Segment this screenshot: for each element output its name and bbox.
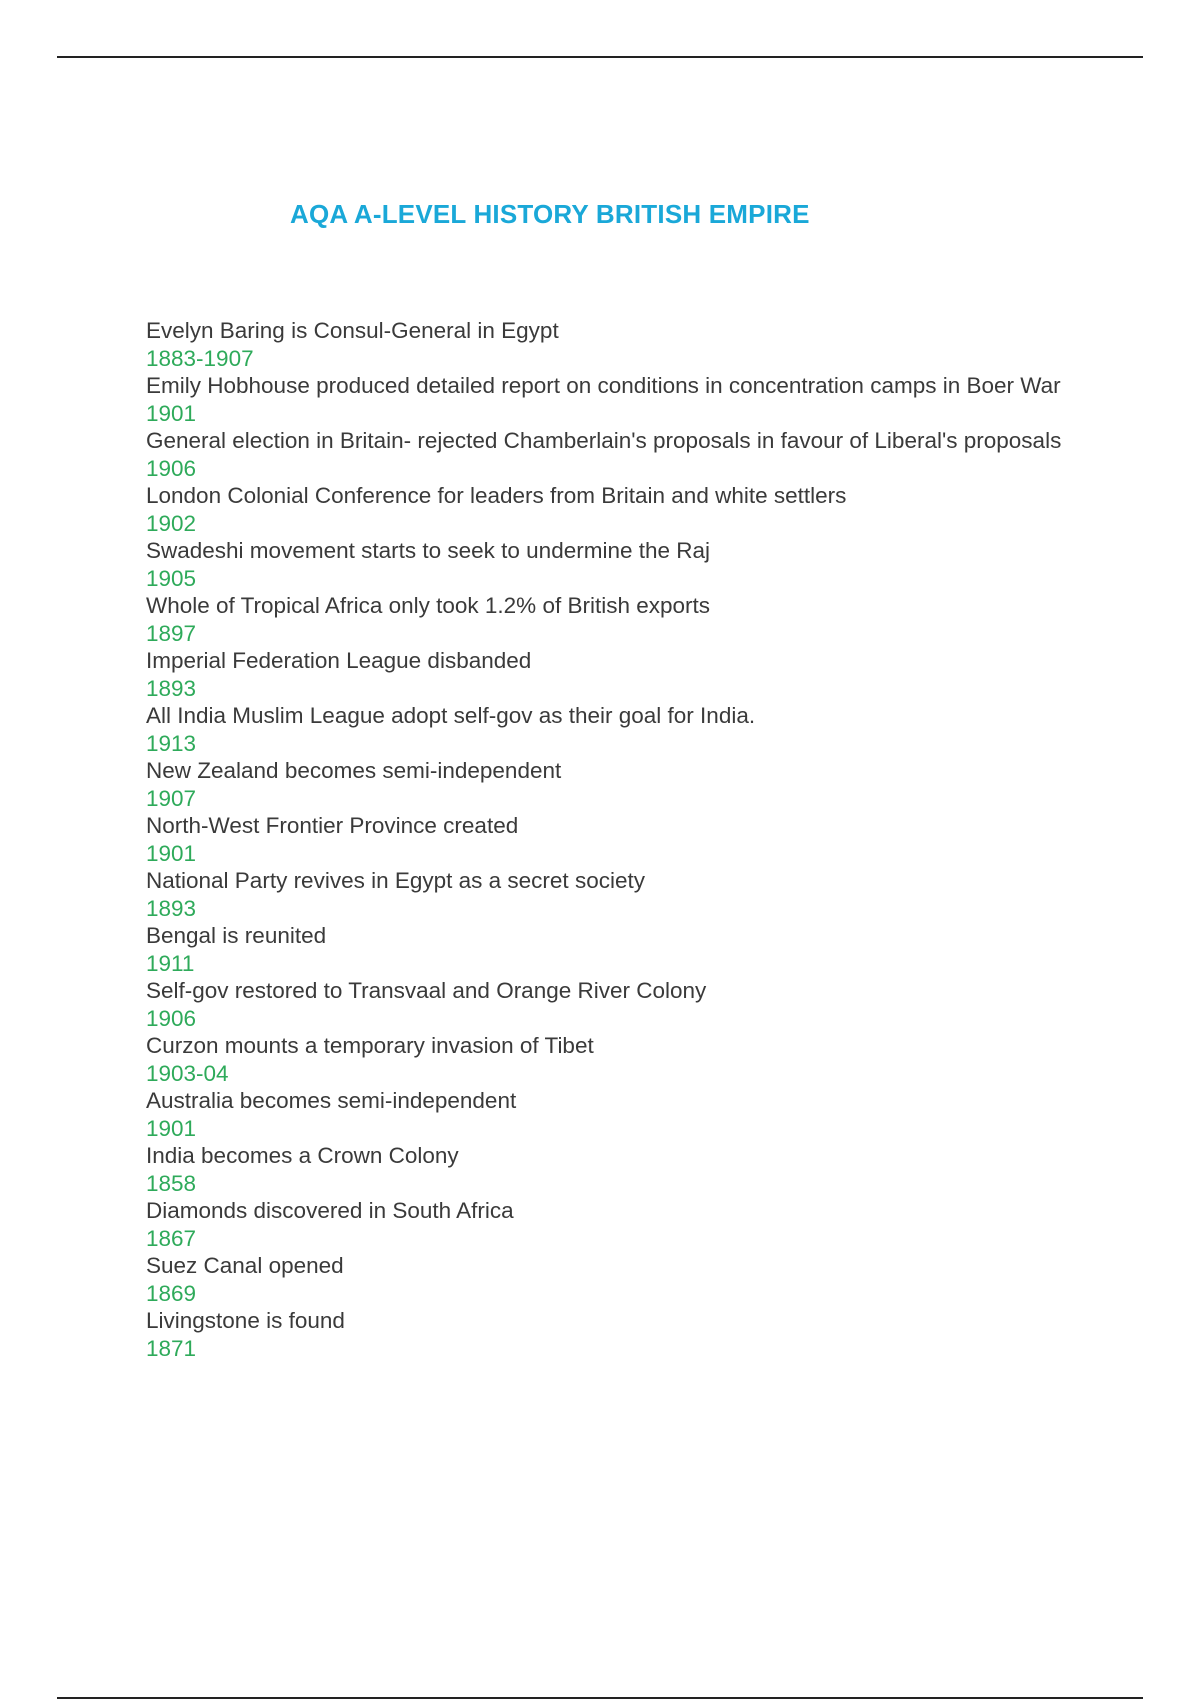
flashcard-entry xyxy=(146,1087,1086,1142)
entry-date: 1901 xyxy=(146,840,197,866)
flashcard-entry xyxy=(146,977,1086,1032)
entry-date: 1893 xyxy=(146,895,197,921)
entry-term: Whole of Tropical Africa only took 1.2% of British exports xyxy=(146,593,711,618)
flashcard-list xyxy=(146,317,1086,1362)
flashcard-entry xyxy=(146,592,1086,647)
flashcard-entry xyxy=(146,1032,1086,1087)
flashcard-entry xyxy=(146,537,1086,592)
flashcard-entry xyxy=(146,1197,1086,1252)
entry-term: Imperial Federation League disbanded xyxy=(146,648,532,673)
flashcard-entry xyxy=(146,922,1086,977)
flashcard-entry xyxy=(146,867,1086,922)
entry-term: Emily Hobhouse produced detailed report on conditions in concentration camps in Boer War xyxy=(146,373,1061,398)
entry-date: 1906 xyxy=(146,1005,197,1031)
entry-term: North-West Frontier Province created xyxy=(146,813,519,838)
entry-date: 1883-1907 xyxy=(146,345,254,371)
flashcard-entry xyxy=(146,647,1086,702)
entry-date: 1897 xyxy=(146,620,197,646)
entry-term: Self-gov restored to Transvaal and Orange River Colony xyxy=(146,978,707,1003)
entry-date: 1901 xyxy=(146,400,197,426)
flashcard-entry xyxy=(146,812,1086,867)
flashcard-entry xyxy=(146,702,1086,757)
entry-term: Curzon mounts a temporary invasion of Tibet xyxy=(146,1033,594,1058)
flashcard-entry xyxy=(146,372,1086,427)
entry-term: India becomes a Crown Colony xyxy=(146,1143,459,1168)
entry-date: 1869 xyxy=(146,1280,197,1306)
bottom-divider xyxy=(57,1697,1143,1699)
entry-date: 1901 xyxy=(146,1115,197,1141)
entry-date: 1903-04 xyxy=(146,1060,229,1086)
flashcard-entry xyxy=(146,482,1086,537)
entry-term: Australia becomes semi-independent xyxy=(146,1088,517,1113)
entry-date: 1906 xyxy=(146,455,197,481)
flashcard-entry xyxy=(146,1142,1086,1197)
entry-term: Swadeshi movement starts to seek to undermine the Raj xyxy=(146,538,711,563)
entry-date: 1871 xyxy=(146,1335,197,1361)
entry-term: Livingstone is found xyxy=(146,1308,345,1333)
entry-date: 1867 xyxy=(146,1225,197,1251)
entry-term: London Colonial Conference for leaders from Britain and white settlers xyxy=(146,483,847,508)
flashcard-entry xyxy=(146,1307,1086,1362)
entry-term: All India Muslim League adopt self-gov as their goal for India. xyxy=(146,703,756,728)
flashcard-entry xyxy=(146,757,1086,812)
entry-term: Diamonds discovered in South Africa xyxy=(146,1198,514,1223)
entry-term: New Zealand becomes semi-independent xyxy=(146,758,562,783)
entry-date: 1893 xyxy=(146,675,197,701)
entry-date: 1907 xyxy=(146,785,197,811)
flashcard-entry xyxy=(146,1252,1086,1307)
document-title: AQA A-LEVEL HISTORY BRITISH EMPIRE xyxy=(290,199,810,229)
entry-term: Evelyn Baring is Consul-General in Egypt xyxy=(146,318,559,343)
entry-date: 1913 xyxy=(146,730,197,756)
top-divider xyxy=(57,56,1143,58)
flashcard-entry xyxy=(146,317,1086,372)
entry-term: General election in Britain- rejected Chamberlain's proposals in favour of Liberal's proposals xyxy=(146,428,1062,453)
entry-date: 1911 xyxy=(146,950,195,976)
entry-term: Bengal is reunited xyxy=(146,923,327,948)
entry-term: Suez Canal opened xyxy=(146,1253,344,1278)
flashcard-entry xyxy=(146,427,1086,482)
entry-date: 1858 xyxy=(146,1170,197,1196)
entry-term: National Party revives in Egypt as a secret society xyxy=(146,868,645,893)
entry-date: 1905 xyxy=(146,565,197,591)
entry-date: 1902 xyxy=(146,510,197,536)
